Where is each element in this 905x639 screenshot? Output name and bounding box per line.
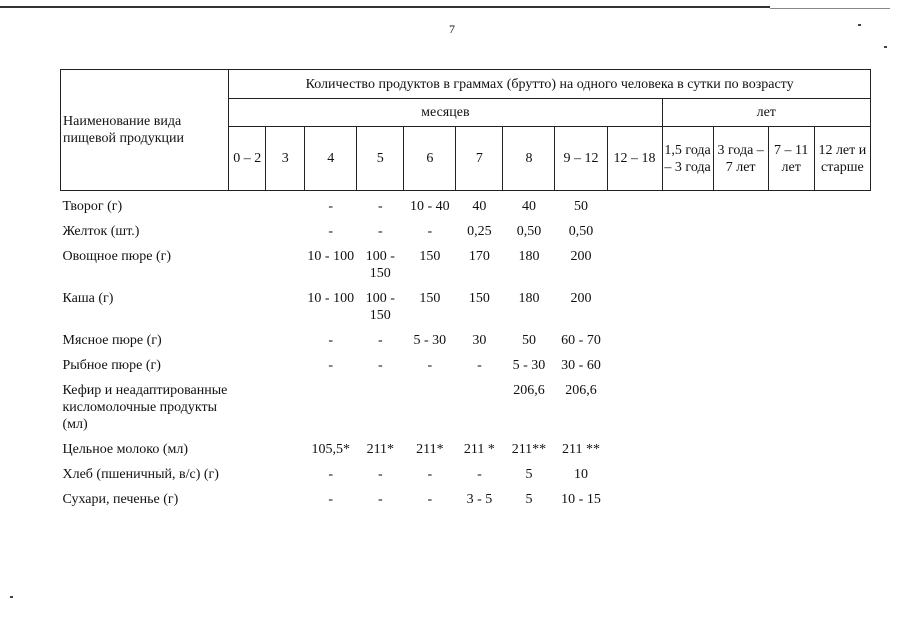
header-age: 7: [456, 127, 503, 191]
quantity-cell: [662, 375, 713, 434]
quantity-cell: [229, 434, 266, 459]
quantity-cell: [814, 191, 870, 217]
quantity-cell: [768, 350, 814, 375]
product-name: Хлеб (пшеничный, в/с) (г): [62, 467, 219, 482]
quantity-cell: [814, 434, 870, 459]
quantity-cell: [266, 484, 305, 509]
quantity-cell: 60 - 70: [561, 333, 601, 348]
product-name: Рыбное пюре (г): [62, 358, 161, 373]
quantity-cell: 211*: [416, 442, 444, 457]
quantity-cell: [662, 241, 713, 283]
quantity-cell: [768, 325, 814, 350]
page-number: 7: [449, 22, 455, 36]
quantity-cell: 30 - 60: [561, 358, 601, 373]
quantity-cell: -: [377, 224, 383, 239]
quantity-cell: 170: [468, 249, 490, 264]
quantity-cell: [768, 283, 814, 325]
quantity-cell: 206,6: [513, 383, 545, 398]
quantity-cell: 211**: [511, 442, 547, 457]
quantity-cell: [814, 241, 870, 283]
quantity-cell: [662, 325, 713, 350]
quantity-cell: 50: [521, 333, 536, 348]
quantity-cell: 0,50: [568, 224, 594, 239]
quantity-cell: 150: [468, 291, 490, 306]
quantity-cell: [607, 325, 662, 350]
quantity-cell: [713, 325, 768, 350]
quantity-cell: 211 **: [562, 442, 600, 457]
header-age: 3 года – 7 лет: [713, 127, 768, 191]
quantity-cell: 100 - 150: [365, 249, 395, 281]
header-age: 8: [503, 127, 555, 191]
quantity-cell: 0,25: [467, 224, 492, 239]
quantity-cell: [713, 241, 768, 283]
quantity-cell: 10 - 100: [307, 249, 355, 264]
quantity-cell: [266, 191, 305, 217]
product-name: Желток (шт.): [62, 224, 140, 239]
quantity-cell: 200: [570, 291, 592, 306]
quantity-cell: -: [328, 199, 334, 214]
quantity-cell: 200: [570, 249, 592, 264]
quantity-cell: [814, 350, 870, 375]
quantity-cell: 150: [419, 291, 441, 306]
quantity-cell: [229, 283, 266, 325]
top-rule-faint: [770, 8, 890, 9]
quantity-cell: -: [328, 467, 334, 482]
quantity-cell: [266, 459, 305, 484]
quantity-cell: [266, 325, 305, 350]
quantity-cell: [607, 459, 662, 484]
quantity-cell: [662, 484, 713, 509]
product-name: Кефир и неадаптированные кисломолочные продукты (мл): [62, 383, 228, 432]
quantity-cell: -: [377, 467, 383, 482]
table-row: [61, 325, 871, 350]
quantity-cell: [607, 191, 662, 217]
quantity-cell: [607, 484, 662, 509]
quantity-cell: 10: [573, 467, 588, 482]
quantity-cell: 5: [525, 467, 533, 482]
quantity-cell: [713, 375, 768, 434]
quantity-cell: [768, 241, 814, 283]
quantity-cell: [229, 459, 266, 484]
quantity-cell: [814, 375, 870, 434]
quantity-cell: [607, 241, 662, 283]
quantity-cell: [662, 216, 713, 241]
quantity-cell: [662, 350, 713, 375]
quantity-cell: [814, 484, 870, 509]
quantity-cell: [266, 434, 305, 459]
quantity-cell: [713, 191, 768, 217]
header-age: 12 – 18: [607, 127, 662, 191]
table-row: [61, 484, 871, 509]
quantity-cell: [662, 283, 713, 325]
quantity-cell: 10 - 40: [410, 199, 450, 214]
quantity-cell: 105,5*: [311, 442, 350, 457]
quantity-cell: -: [377, 199, 383, 214]
quantity-cell: 150: [419, 249, 441, 264]
quantity-cell: [607, 434, 662, 459]
header-age: 0 – 2: [229, 127, 266, 191]
quantity-cell: [607, 216, 662, 241]
header-age: 12 лет и старше: [814, 127, 870, 191]
quantity-cell: 40: [472, 199, 487, 214]
quantity-cell: -: [377, 358, 383, 373]
quantity-cell: [713, 434, 768, 459]
header-age: 6: [404, 127, 456, 191]
quantity-cell: -: [427, 492, 433, 507]
quantity-cell: 206,6: [565, 383, 597, 398]
quantity-cell: [266, 375, 305, 434]
table-row: [61, 241, 871, 283]
quantity-cell: [229, 350, 266, 375]
scan-speck: [884, 46, 887, 48]
quantity-cell: [768, 459, 814, 484]
table-row: [61, 191, 871, 217]
quantity-cell: -: [377, 492, 383, 507]
quantity-cell: [266, 216, 305, 241]
quantity-cell: [662, 459, 713, 484]
table-row: [61, 459, 871, 484]
quantity-cell: [229, 241, 266, 283]
scan-speck: [858, 24, 861, 26]
quantity-cell: 40: [521, 199, 536, 214]
quantity-cell: [768, 434, 814, 459]
quantity-cell: [456, 375, 503, 434]
quantity-cell: 10 - 100: [307, 291, 355, 306]
table-row: [61, 283, 871, 325]
quantity-cell: [713, 484, 768, 509]
scan-speck: [10, 596, 13, 598]
quantity-cell: [662, 191, 713, 217]
quantity-cell: [404, 375, 456, 434]
quantity-cell: [662, 434, 713, 459]
quantity-cell: -: [477, 358, 482, 373]
quantity-cell: 180: [518, 291, 540, 306]
quantity-cell: 30: [472, 333, 487, 348]
quantity-cell: [229, 325, 266, 350]
quantity-cell: [713, 216, 768, 241]
quantity-cell: [607, 283, 662, 325]
product-name: Цельное молоко (мл): [62, 442, 188, 457]
quantity-cell: 50: [573, 199, 588, 214]
quantity-cell: 100 - 150: [365, 291, 395, 323]
quantity-cell: [814, 216, 870, 241]
quantity-cell: [768, 191, 814, 217]
quantity-cell: 5 - 30: [413, 333, 447, 348]
quantity-cell: [266, 350, 305, 375]
header-quantity: Количество продуктов в граммах (брутто) на одного человека в сутки по возрасту: [229, 70, 871, 99]
quantity-cell: [713, 283, 768, 325]
quantity-cell: [713, 350, 768, 375]
quantity-cell: [305, 375, 357, 434]
quantity-cell: [607, 375, 662, 434]
table-row: [61, 375, 871, 434]
quantity-cell: [607, 350, 662, 375]
quantity-cell: -: [477, 467, 482, 482]
food-norms-table: [60, 69, 871, 509]
quantity-cell: -: [328, 358, 334, 373]
quantity-cell: 3 - 5: [466, 492, 493, 507]
quantity-cell: [229, 216, 266, 241]
header-years: лет: [662, 99, 870, 127]
header-age: 5: [357, 127, 404, 191]
product-name: Овощное пюре (г): [62, 249, 172, 264]
header-age: 1,5 года – 3 года: [662, 127, 713, 191]
quantity-cell: 10 - 15: [561, 492, 601, 507]
quantity-cell: [768, 375, 814, 434]
quantity-cell: -: [427, 358, 433, 373]
header-age: 7 – 11 лет: [768, 127, 814, 191]
quantity-cell: -: [328, 224, 334, 239]
quantity-cell: [229, 484, 266, 509]
quantity-cell: -: [427, 467, 433, 482]
quantity-cell: 211 *: [463, 442, 495, 457]
quantity-cell: [266, 241, 305, 283]
top-rule: [0, 6, 770, 8]
quantity-cell: [229, 191, 266, 217]
quantity-cell: [814, 459, 870, 484]
header-product-name: Наименование вида пищевой продукции: [61, 70, 229, 191]
header-age: 3: [266, 127, 305, 191]
quantity-cell: [814, 325, 870, 350]
quantity-cell: [266, 283, 305, 325]
header-months: месяцев: [229, 99, 662, 127]
quantity-cell: 5 - 30: [512, 358, 546, 373]
product-name: Сухари, печенье (г): [62, 492, 179, 507]
product-name: Каша (г): [62, 291, 114, 306]
header-age: 9 – 12: [555, 127, 607, 191]
quantity-cell: 211*: [366, 442, 395, 457]
quantity-cell: [768, 216, 814, 241]
table-row: [61, 216, 871, 241]
product-name: Мясное пюре (г): [62, 333, 162, 348]
quantity-cell: -: [427, 224, 433, 239]
table-row: [61, 434, 871, 459]
quantity-cell: [814, 283, 870, 325]
quantity-cell: -: [328, 492, 334, 507]
header-age: 4: [305, 127, 357, 191]
quantity-cell: [713, 459, 768, 484]
quantity-cell: [768, 484, 814, 509]
table-row: [61, 350, 871, 375]
quantity-cell: 5: [525, 492, 533, 507]
product-name: Творог (г): [62, 199, 123, 214]
quantity-cell: [357, 375, 404, 434]
quantity-cell: -: [377, 333, 383, 348]
quantity-cell: -: [328, 333, 334, 348]
quantity-cell: 180: [518, 249, 540, 264]
quantity-cell: 0,50: [516, 224, 542, 239]
quantity-cell: [229, 375, 266, 434]
